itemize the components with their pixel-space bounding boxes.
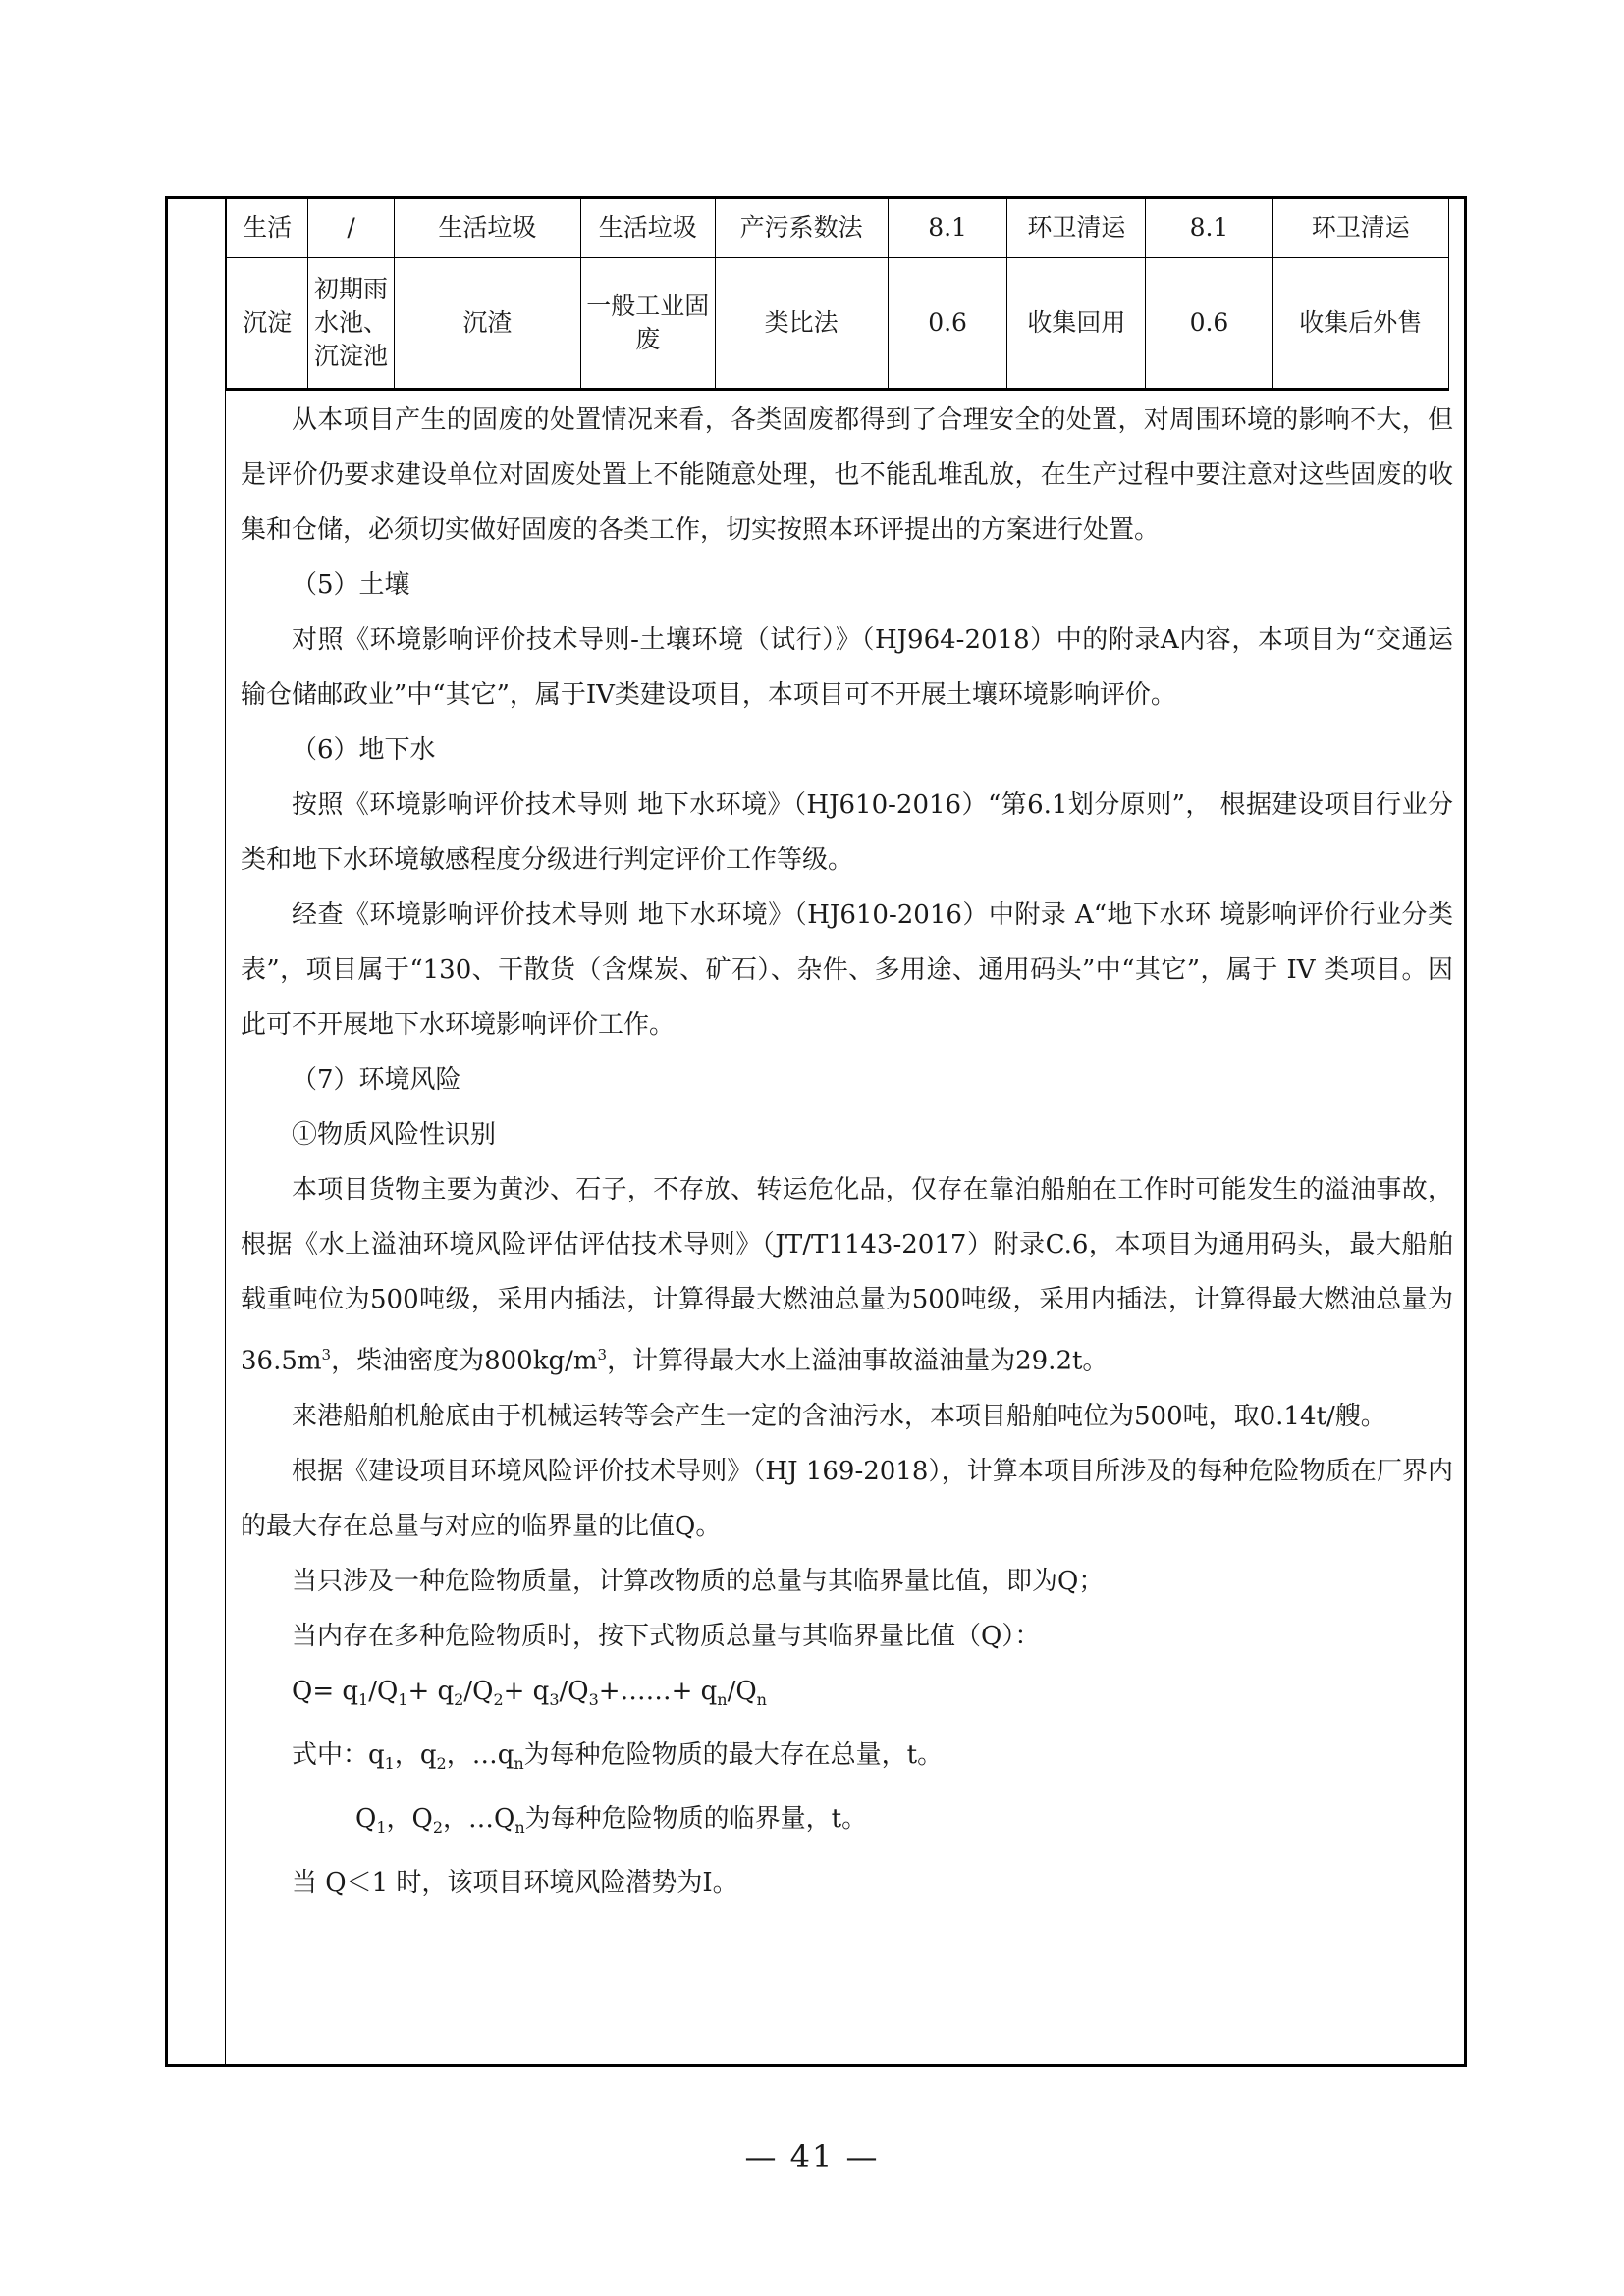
subscript: 2: [436, 1754, 447, 1774]
subscript: n: [756, 1689, 767, 1709]
paragraph: 从本项目产生的固废的处置情况来看，各类固废都得到了合理安全的处置，对周围环境的影响不大，但是评价仍要求建设单位对固废处置上不能随意处理，也不能乱堆乱放，在生产过程中要注意对这些固废的收集和仓储，必须切实做好固废的各类工作，切实按照本环评提出的方案进行处置。: [241, 405, 1453, 545]
paragraph: [241, 1791, 1453, 1855]
paragraph: 当内存在多种危险物质时，按下式物质总量与其临界量比值（Q）：: [292, 1621, 1041, 1651]
paragraph: 当 Q＜1 时，该项目环境风险潜势为Ⅰ。: [292, 1868, 738, 1898]
text-run: /Q: [368, 1676, 399, 1706]
text-run: ，计算得最大水上溢油事故溢油量为29.2t。: [607, 1346, 1109, 1376]
text-run: /Q: [463, 1676, 494, 1706]
subscript: n: [514, 1818, 525, 1838]
section-heading-risk: （7）环境风险: [292, 1065, 461, 1095]
subscript: 1: [398, 1689, 408, 1709]
text-run: ，柴油密度为800kg/m: [331, 1346, 598, 1376]
text-run: ，Q: [386, 1804, 433, 1835]
subscript: 1: [384, 1754, 395, 1774]
text-run: Q= q: [292, 1676, 359, 1706]
table-cell: 生活: [227, 197, 308, 258]
table-cell: 产污系数法: [715, 197, 888, 258]
subscript: n: [717, 1689, 728, 1709]
table-row: [227, 197, 1449, 258]
text-run: ，…Q: [443, 1804, 515, 1835]
table-cell: 生活垃圾: [580, 197, 715, 258]
paragraph: 按照《环境影响评价技术导则 地下水环境》（HJ610-2016）“第6.1划分原则”， 根据建设项目行业分类和地下水环境敏感程度分级进行判定评价工作等级。: [241, 790, 1453, 875]
subscript: 2: [493, 1689, 504, 1709]
table-cell: 一般工业固废: [580, 258, 715, 390]
subscript: 3: [549, 1689, 560, 1709]
superscript: 3: [321, 1346, 332, 1363]
table-row: [227, 258, 1449, 390]
table-cell: 初期雨水池、沉淀池: [308, 258, 395, 390]
paragraph: 根据《建设项目环境风险评价技术导则》（HJ 169-2018），计算本项目所涉及的每种危险物质在厂界内的最大存在总量与对应的临界量的比值Q。: [241, 1456, 1453, 1541]
table-cell: 生活垃圾: [394, 197, 580, 258]
paragraph: 来港船舶机舱底由于机械运转等会产生一定的含油污水，本项目船舶吨位为500吨，取0.14t/艘。: [292, 1401, 1386, 1431]
table-cell: 收集回用: [1007, 258, 1146, 390]
table-cell: 收集后外售: [1272, 258, 1448, 390]
body-text: [241, 393, 1453, 1910]
subscript: 3: [588, 1689, 599, 1709]
formula-q: [241, 1664, 1453, 1728]
text-run: ，q: [394, 1739, 437, 1770]
paragraph: [241, 1728, 1453, 1791]
superscript: 3: [597, 1346, 608, 1363]
table-cell: 类比法: [715, 258, 888, 390]
text-run: 为每种危险物质的临界量，t。: [524, 1804, 868, 1835]
text-run: /Q: [559, 1676, 589, 1706]
text-run: 本项目货物主要为黄沙、石子，不存放、转运危化品，仅存在靠泊船舶在工作时可能发生的溢油事故，根据《水上溢油环境风险评估评估技术导则》（JT/T1143-2017）附录C.6，本项目为通用码头，最大船舶载重吨位为500吨级，采用内插法，计算得最大燃油总量为500吨级，采用内插法，计算得最大燃油总量为36.5m: [241, 1175, 1453, 1376]
subscript: 1: [376, 1818, 387, 1838]
section-heading-soil: （5）土壤: [292, 570, 410, 600]
text-run: + q: [407, 1676, 455, 1706]
paragraph: 当只涉及一种危险物质量，计算改物质的总量与其临界量比值，即为Q；: [292, 1566, 1105, 1596]
table-cell: 沉淀: [227, 258, 308, 390]
solid-waste-table: [226, 196, 1449, 391]
subscript: n: [514, 1754, 524, 1774]
subscript: 2: [454, 1689, 464, 1709]
text-run: Q: [355, 1804, 377, 1835]
text-run: /Q: [727, 1676, 757, 1706]
text-run: ，…q: [446, 1739, 514, 1770]
section-heading-groundwater: （6）地下水: [292, 735, 436, 765]
table-cell: 0.6: [888, 258, 1007, 390]
table-cell: 8.1: [1146, 197, 1272, 258]
subsection-heading: ①物质风险性识别: [292, 1120, 497, 1149]
page-number: — 41 —: [744, 2138, 880, 2175]
table-cell: 环卫清运: [1007, 197, 1146, 258]
paragraph: 经查《环境影响评价技术导则 地下水环境》（HJ610-2016）中附录 A“地下水环 境影响评价行业分类表”，项目属于“130、干散货（含煤炭、矿石）、杂件、多用途、通用码头”中“其它”，属于 IV 类项目。因此可不开展地下水环境影响评价工作。: [241, 900, 1453, 1040]
subscript: 1: [358, 1689, 369, 1709]
text-run: 为每种危险物质的最大存在总量，t。: [523, 1739, 944, 1770]
table-cell: /: [308, 197, 395, 258]
paragraph: [241, 1162, 1453, 1389]
left-margin-rule: [225, 196, 226, 2067]
text-run: 式中：q: [292, 1739, 385, 1770]
text-run: +……+ q: [598, 1676, 718, 1706]
table-cell: 沉渣: [394, 258, 580, 390]
table-cell: 0.6: [1146, 258, 1272, 390]
paragraph: 对照《环境影响评价技术导则-土壤环境（试行）》（HJ964-2018）中的附录A内容，本项目为“交通运输仓储邮政业”中“其它”，属于IV类建设项目，本项目可不开展土壤环境影响评价。: [241, 625, 1453, 710]
table-cell: 环卫清运: [1272, 197, 1448, 258]
table-cell: 8.1: [888, 197, 1007, 258]
subscript: 2: [432, 1818, 444, 1838]
text-run: + q: [503, 1676, 550, 1706]
